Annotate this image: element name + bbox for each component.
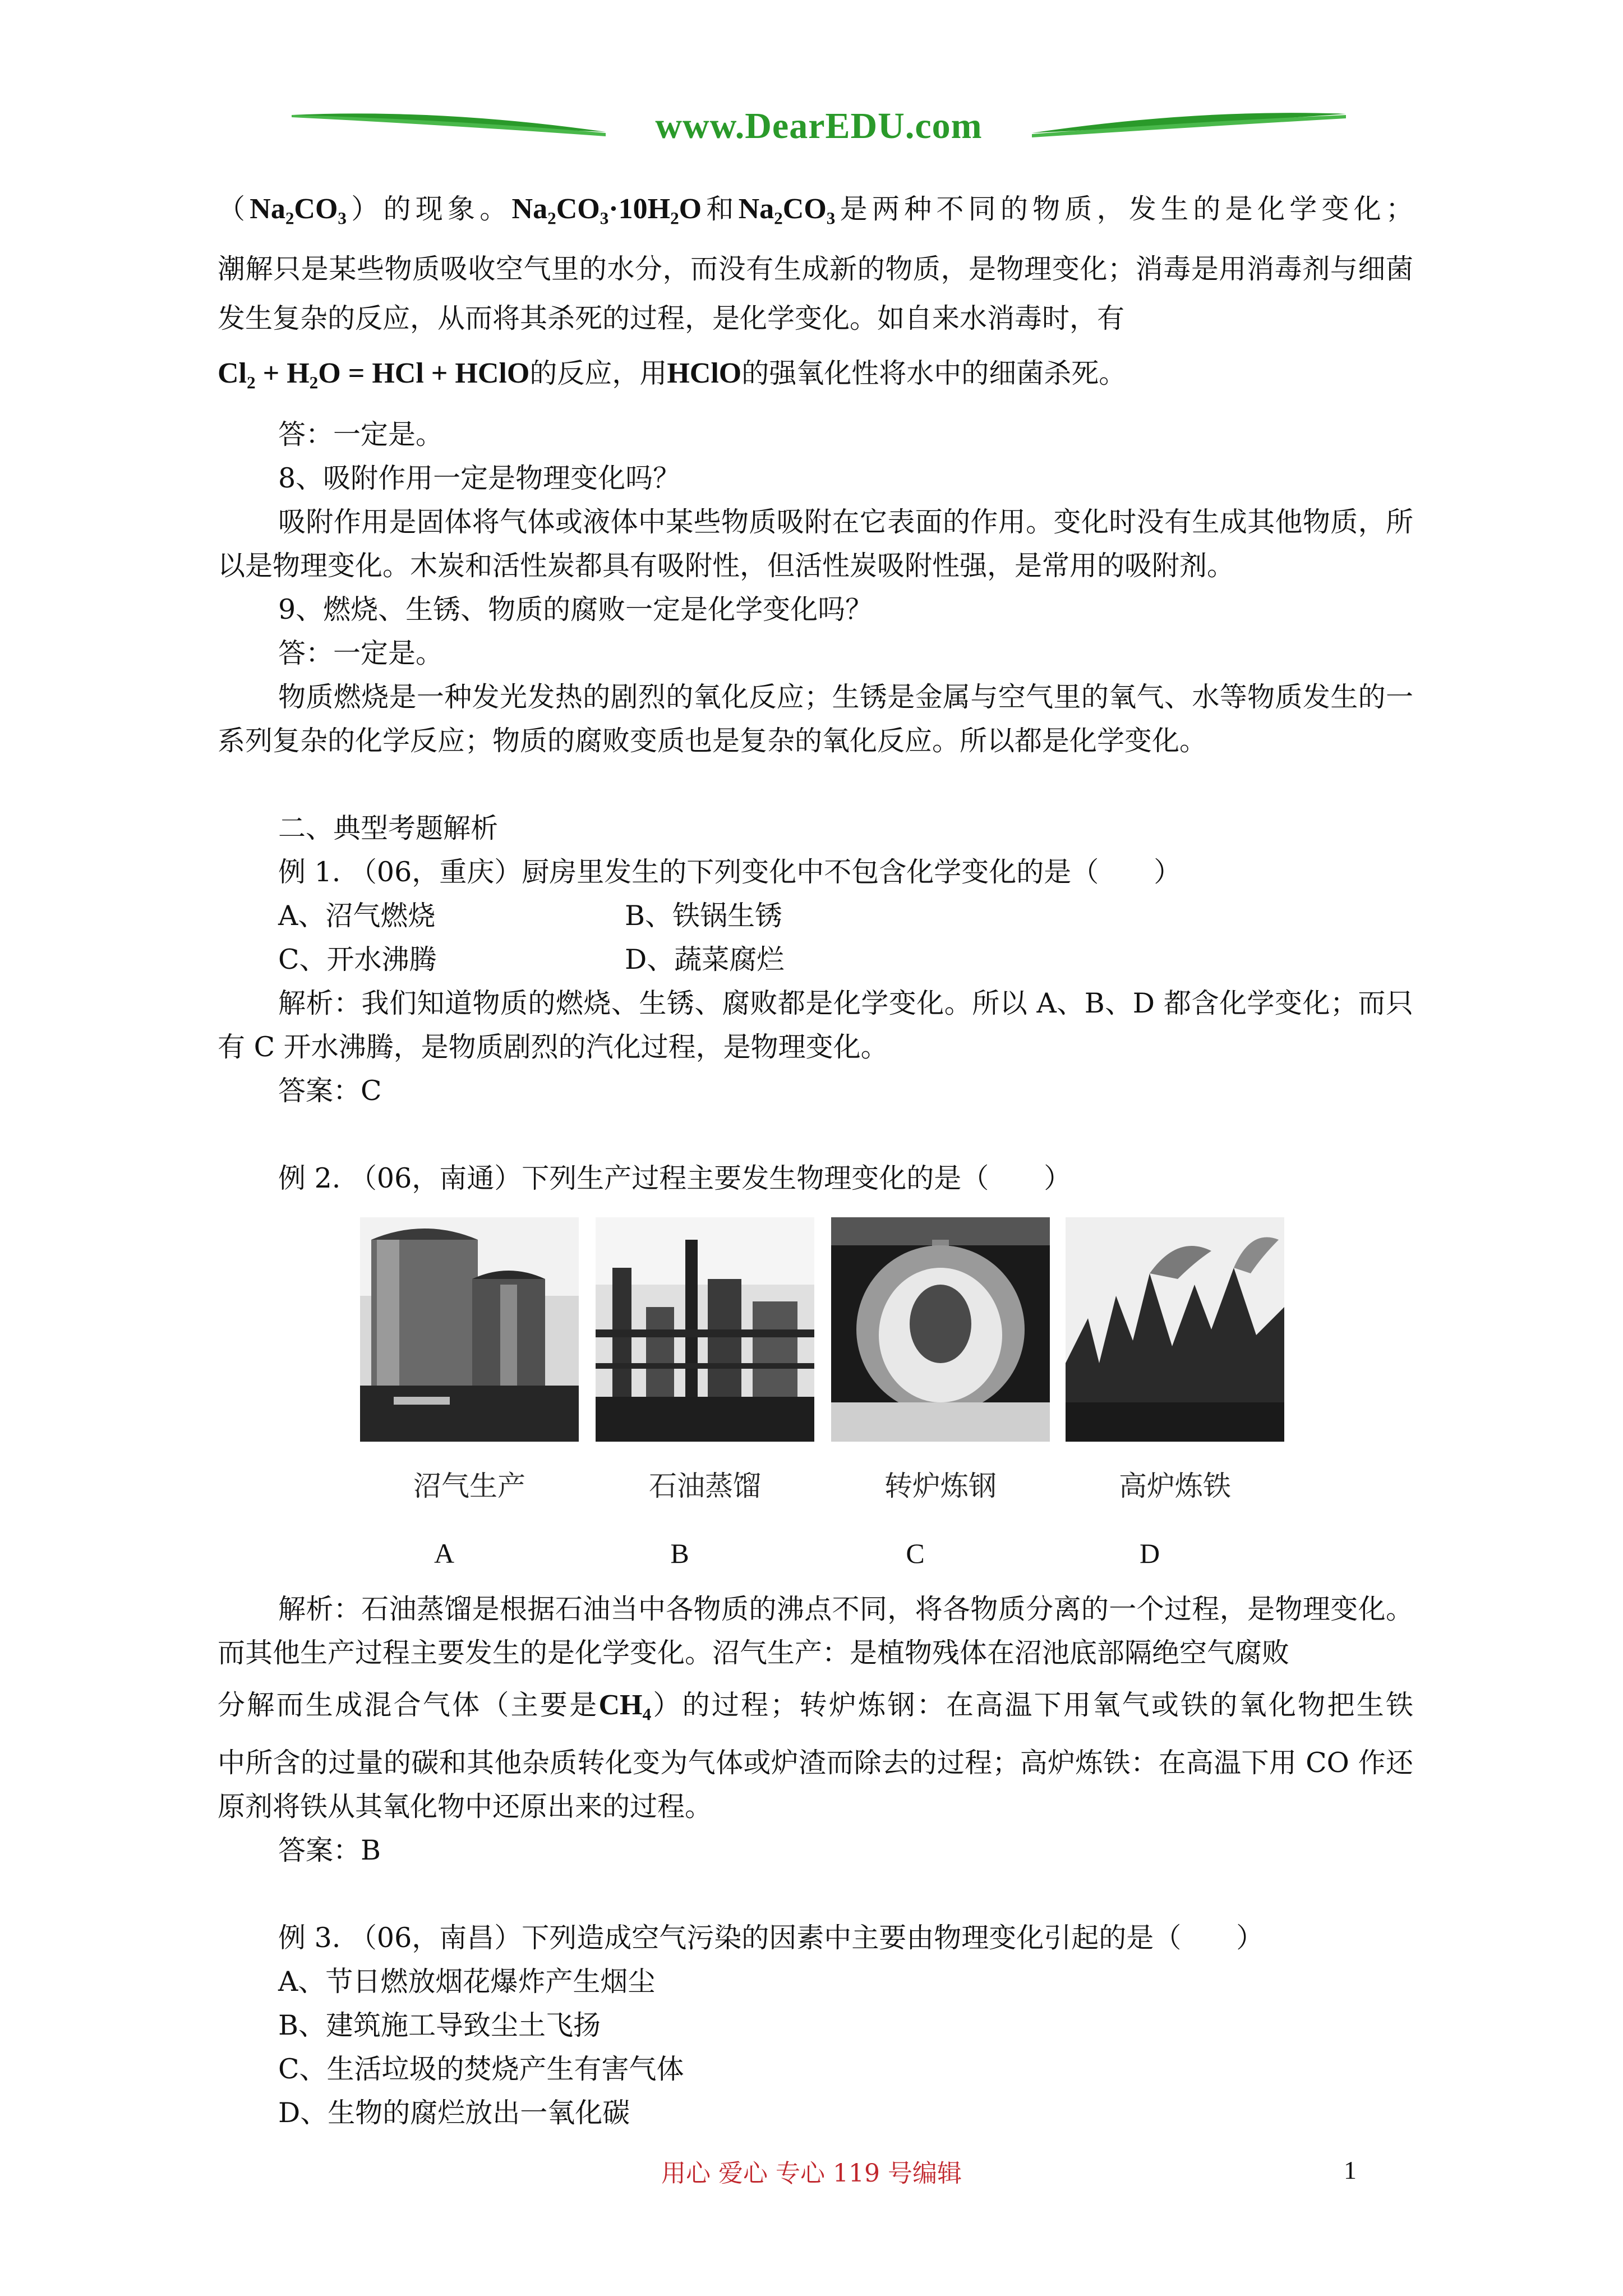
site-url[interactable]: www.DearEDU.com [655, 105, 983, 146]
spacer [218, 1113, 1413, 1157]
text: ）的过程；转炉炼钢：在高温下用氧气或铁的氧化物把生铁 [651, 1689, 1413, 1721]
text: 的反应，用 [529, 357, 667, 389]
section-title: 二、典型考题解析 [278, 812, 499, 844]
figure-caption: 转炉炼钢 [884, 1470, 997, 1502]
figure-caption: 高炉炼铁 [1119, 1470, 1231, 1502]
figure-steelmaking [831, 1217, 1050, 1502]
question-9: 9、燃烧、生锈、物质的腐败一定是化学变化吗？ [278, 593, 873, 625]
example-1-answer: 答案：C [278, 1075, 382, 1107]
example-3-question: 例 3. （06，南昌）下列造成空气污染的因素中主要由物理变化引起的是（ ） [278, 1922, 1264, 1954]
option-c: C、开水沸腾 [278, 944, 437, 976]
example-3-option-d: D、生物的腐烂放出一氧化碳 [278, 2097, 630, 2129]
example-2-question: 例 2. （06，南通）下列生产过程主要发生物理变化的是（ ） [278, 1162, 1072, 1194]
paragraph-adsorption: 吸附作用是固体将气体或液体中某些物质吸附在它表面的作用。变化时没有生成其他物质，所以是物理变化。木炭和活性炭都具有吸附性，但活性炭吸附性强，是常用的吸附剂。 [218, 506, 1413, 582]
figure-letters [218, 1531, 1413, 1588]
text: 和 [702, 193, 739, 225]
answer-7: 答：一定是。 [278, 418, 444, 450]
figure-caption: 石油蒸馏 [649, 1470, 761, 1502]
formula-na2co3: Na₂CO₃ [738, 193, 836, 225]
text: 的强氧化性将水中的细菌杀死。 [741, 357, 1127, 389]
blast-furnace-photo-icon [1066, 1217, 1284, 1442]
formula-chlorine-water: Cl₂ + H₂O = HCl + HClO [218, 357, 530, 389]
example-1-question: 例 1. （06，重庆）厨房里发生的下列变化中不包含化学变化的是（ ） [278, 856, 1182, 888]
formula-na2co3-decahydrate: Na₂CO₃·10H₂O [511, 193, 702, 225]
paragraph-na2co3 [218, 183, 1413, 236]
figure-letter-d: D [1139, 1538, 1160, 1569]
spacer [218, 763, 1413, 807]
option-d: D、蔬菜腐烂 [625, 944, 785, 976]
formula-na2co3: Na₂CO₃ [250, 193, 347, 225]
formula-ch4: CH₄ [598, 1689, 652, 1721]
example-1-options-row [218, 894, 1413, 938]
document-body [218, 183, 1413, 2135]
text: （ [218, 193, 250, 225]
figure-caption: 沼气生产 [413, 1470, 525, 1502]
example-3-option-a: A、节日燃放烟花爆炸产生烟尘 [278, 1966, 656, 1998]
figure-letter-c: C [906, 1538, 925, 1569]
example-2-figures [218, 1217, 1413, 1531]
question-8: 8、吸附作用一定是物理变化吗？ [278, 462, 681, 494]
example-2-analysis-continued: 中所含的过量的碳和其他杂质转化变为气体或炉渣而除去的过程；高炉炼铁：在高温下用 CO 作还原剂将铁从其氧化物中还原出来的过程。 [218, 1747, 1413, 1823]
example-3-option-b: B、建筑施工导致尘土飞扬 [278, 2009, 601, 2041]
oil-refinery-photo-icon [596, 1217, 814, 1442]
text: 是两种不同的物质，发生的是化学变化； [835, 193, 1413, 225]
converter-steelmaking-photo-icon [831, 1217, 1050, 1442]
figure-refinery [596, 1217, 814, 1502]
example-1-options-row [218, 938, 1413, 982]
figure-blast-furnace [1066, 1217, 1284, 1502]
paragraph-deliquescence: 潮解只是某些物质吸收空气里的水分，而没有生成新的物质，是物理变化；消毒是用消毒剂与细菌发生复杂的反应，从而将其杀死的过程，是化学变化。如自来水消毒时，有 [218, 253, 1413, 334]
example-2-analysis-methane [218, 1675, 1413, 1736]
figure-letter-a: A [434, 1538, 455, 1569]
example-1-analysis: 解析：我们知道物质的燃烧、生锈、腐败都是化学变化。所以 A、B、D 都含化学变化；而只有 C 开水沸腾，是物质剧烈的汽化过程，是物理变化。 [218, 987, 1413, 1063]
figure-biogas [360, 1217, 579, 1502]
example-2-analysis: 解析：石油蒸馏是根据石油当中各物质的沸点不同，将各物质分离的一个过程，是物理变化。而其他生产过程主要发生的是化学变化。沼气生产：是植物残体在沼池底部隔绝空气腐败 [218, 1593, 1413, 1669]
site-header [292, 93, 1346, 154]
option-a: A、沼气燃烧 [278, 900, 436, 932]
formula-hclo: HClO [667, 357, 742, 389]
figure-letter-b: B [670, 1538, 689, 1569]
option-b: B、铁锅生锈 [625, 900, 783, 932]
text: ）的现象。 [347, 193, 512, 225]
spacer [218, 1872, 1413, 1916]
page-number: 1 [1344, 2156, 1357, 2184]
paragraph-chlorine-reaction [218, 343, 1413, 404]
biogas-tanks-photo-icon [360, 1217, 579, 1442]
example-2-answer: 答案：B [278, 1834, 381, 1866]
answer-9: 答：一定是。 [278, 637, 444, 669]
paragraph-combustion: 物质燃烧是一种发光发热的剧烈的氧化反应；生锈是金属与空气里的氧气、水等物质发生的一系列复杂的化学反应；物质的腐败变质也是复杂的氧化反应。所以都是化学变化。 [218, 681, 1413, 757]
text: 分解而生成混合气体（主要是 [218, 1689, 599, 1721]
page-footer: 用心 爱心 专心 119 号编辑 [661, 2159, 962, 2188]
example-3-option-c: C、生活垃圾的焚烧产生有害气体 [278, 2053, 684, 2085]
